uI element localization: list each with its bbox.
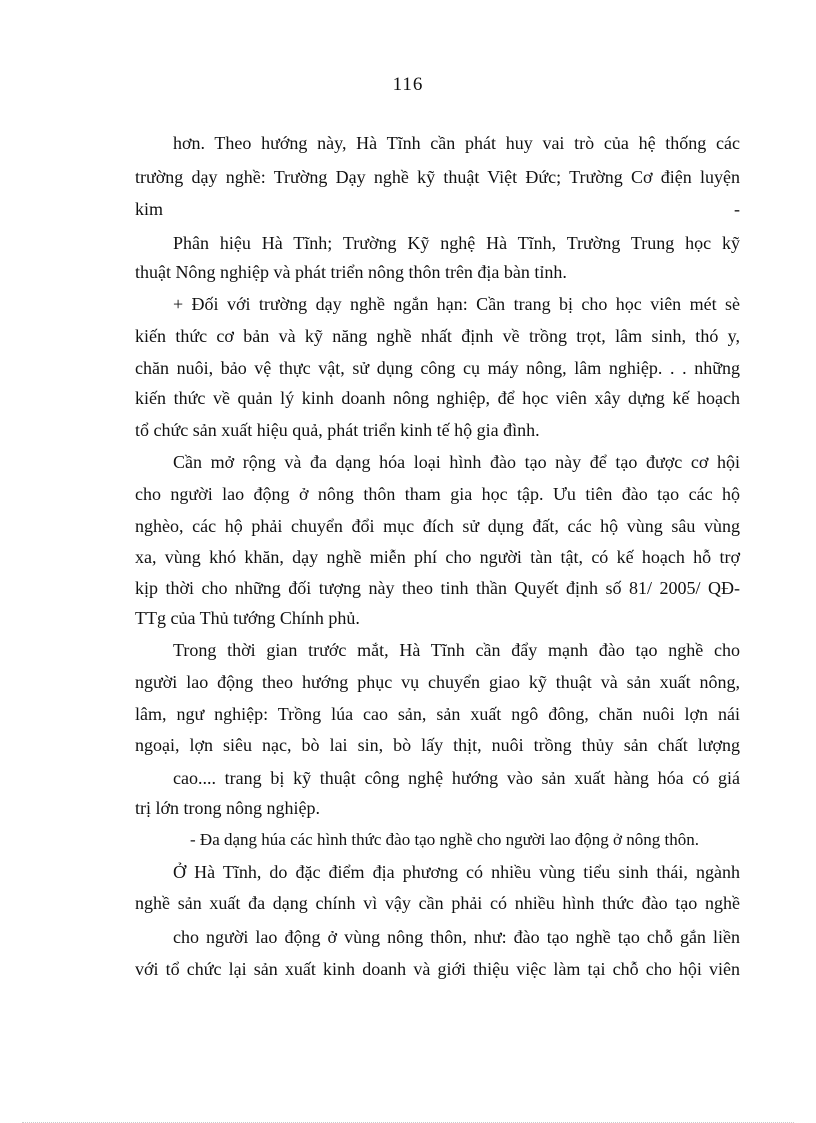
text-fragment: - [734,199,740,219]
text-line: cao.... trang bị kỹ thuật công nghệ hướng vào sản xuất hàng hóa có giá [173,768,740,788]
text-line: kịp thời cho những đối tượng này theo tinh thần Quyết định số 81/ 2005/ QĐ- [135,578,740,598]
text-line: ngoại, lợn siêu nạc, bò lai sin, bò lấy thịt, nuôi trồng thủy sản chất lượng [135,735,740,755]
text-line: người lao động theo hướng phục vụ chuyển giao kỹ thuật và sản xuất nông, [135,672,740,692]
text-line [135,198,740,220]
text-line: - Đa dạng húa các hình thức đào tạo nghề cho người lao động ở nông thôn. [190,830,699,849]
text-line: tổ chức sản xuất hiệu quả, phát triển kinh tế hộ gia đình. [135,420,540,440]
text-line: cho người lao động ở vùng nông thôn, như: đào tạo nghề tạo chỗ gắn liền [173,927,740,947]
text-line: hơn. Theo hướng này, Hà Tĩnh cần phát huy vai trò của hệ thống các [173,133,740,153]
text-line: cho người lao động ở nông thôn tham gia học tập. Ưu tiên đào tạo các hộ [135,484,740,504]
text-line: Trong thời gian trước mắt, Hà Tĩnh cần đẩy mạnh đào tạo nghề cho [173,640,740,660]
text-line: kiến thức cơ bản và kỹ năng nghề nhất định về trồng trọt, lâm sinh, thó y, [135,326,740,346]
text-line: với tổ chức lại sản xuất kinh doanh và giới thiệu việc làm tại chỗ cho hội viên [135,959,740,979]
text-line: nghề sản xuất đa dạng chính vì vậy cần phải có nhiều hình thức đào tạo nghề [135,893,740,913]
text-line: trị lớn trong nông nghiệp. [135,798,321,818]
text-line: kiến thức về quản lý kinh doanh nông nghiệp, để học viên xây dựng kế hoạch [135,388,740,408]
text-line: lâm, ngư nghiệp: Trồng lúa cao sản, sản xuất ngô đông, chăn nuôi lợn nái [135,704,740,724]
text-line: xa, vùng khó khăn, dạy nghề miễn phí cho người tàn tật, có kế hoạch hỗ trợ [135,547,740,567]
text-line: nghèo, các hộ phải chuyển đổi mục đích sử dụng đất, các hộ vùng sâu vùng [135,516,740,536]
text-line: Ở Hà Tĩnh, do đặc điểm địa phương có nhiều vùng tiểu sinh thái, ngành [173,862,740,882]
text-fragment: kim [135,199,164,219]
text-line: TTg của Thủ tướng Chính phủ. [135,608,360,628]
text-line: Cần mở rộng và đa dạng hóa loại hình đào tạo này để tạo được cơ hội [173,452,740,472]
page-number: 116 [392,74,424,95]
text-line: Phân hiệu Hà Tĩnh; Trường Kỹ nghệ Hà Tĩnh, Trường Trung học kỹ [173,233,740,253]
text-line: thuật Nông nghiệp và phát triển nông thôn trên địa bàn tỉnh. [135,262,567,282]
text-line: trường dạy nghề: Trường Dạy nghề kỹ thuật Việt Đức; Trường Cơ điện luyện [135,167,740,187]
text-line: chăn nuôi, bảo vệ thực vật, sử dụng công cụ máy nông, lâm nghiệp. . . những [135,358,740,378]
text-line: + Đối với trường dạy nghề ngắn hạn: Cần trang bị cho học viên mét sè [173,294,740,314]
